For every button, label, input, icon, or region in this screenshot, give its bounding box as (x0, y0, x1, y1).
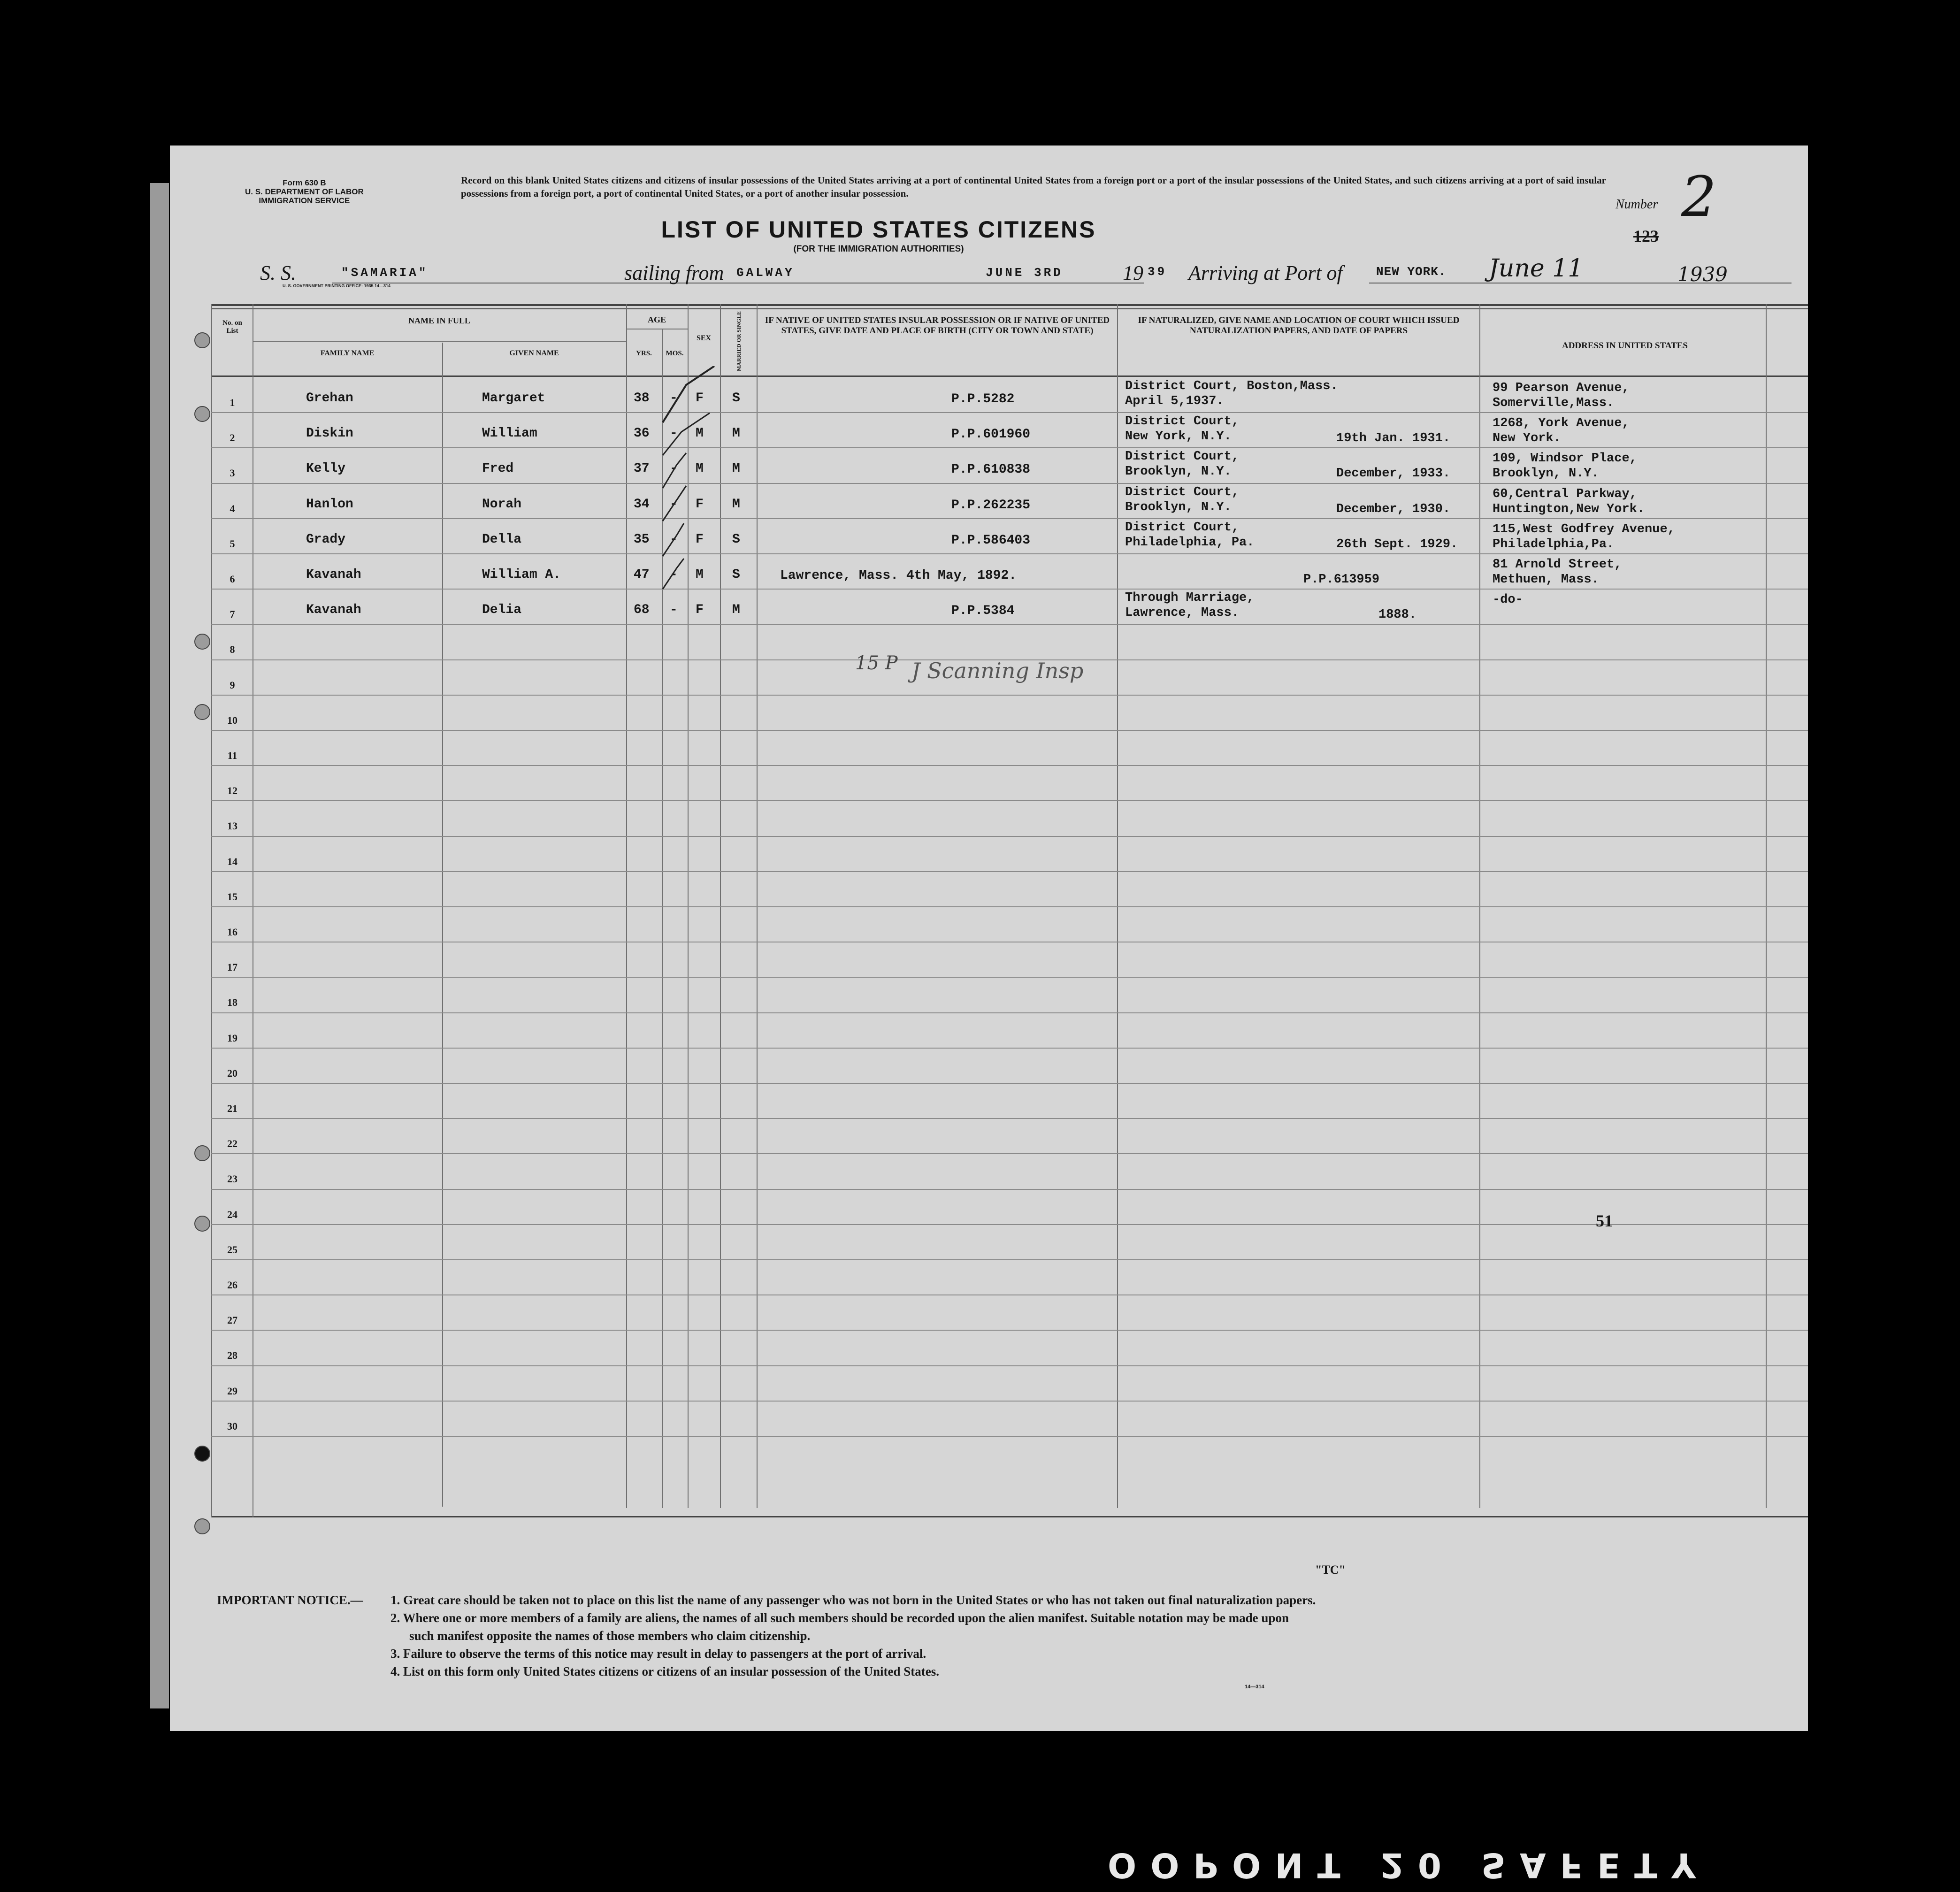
row-number: 24 (227, 1209, 237, 1220)
sailing-label: sailing from (624, 261, 724, 284)
header-address: ADDRESS IN UNITED STATES (1562, 341, 1688, 351)
row-line (211, 589, 1808, 590)
naturalization-location-cell: April 5,1937. (1125, 394, 1224, 408)
sex-cell: F (696, 497, 704, 512)
notice-item-1: 1. Great care should be taken not to place on this list the name of any passenger who was not born in the United States or who has not taken out final naturalization papers. (390, 1593, 1316, 1607)
row-number: 1 (230, 397, 235, 408)
notice-item-2-cont: such manifest opposite the names of those members who claim citizenship. (409, 1629, 811, 1643)
age-years-cell: 37 (634, 461, 650, 476)
age-years-cell: 35 (634, 532, 650, 547)
family-name-cell: Diskin (306, 426, 353, 441)
marital-status-cell: M (732, 497, 740, 512)
family-name-cell: Hanlon (306, 497, 353, 512)
row-line (211, 1012, 1808, 1013)
address-line1-cell: 1268, York Avenue, (1493, 416, 1630, 430)
manifest-sheet (170, 146, 1808, 1731)
punch-hole (194, 704, 210, 720)
native-birth-cell: P.P.5384 (951, 604, 1015, 618)
row-line (211, 518, 1808, 519)
punch-hole (194, 332, 210, 348)
notice-heading: IMPORTANT NOTICE.— (217, 1593, 363, 1607)
notice-item-3: 3. Failure to observe the terms of this notice may result in delay to passengers at the port of arrival. (390, 1647, 926, 1661)
row-line (211, 1118, 1808, 1119)
native-birth-cell: P.P.5282 (951, 392, 1015, 406)
family-name-cell: Kelly (306, 461, 346, 476)
given-name-cell: Margaret (482, 391, 545, 406)
tc-mark: "TC" (1315, 1563, 1346, 1577)
age-months-cell: - (670, 461, 678, 476)
address-line1-cell: 81 Arnold Street, (1493, 558, 1622, 572)
row-number: 17 (227, 961, 237, 973)
marital-status-cell: S (732, 391, 740, 406)
sex-cell: M (696, 567, 704, 582)
row-line (211, 906, 1808, 907)
inspector-signature: J Scanning Insp (911, 658, 1084, 683)
row-line (211, 871, 1808, 872)
row-line (211, 1189, 1808, 1190)
row-number: 3 (230, 467, 235, 479)
naturalization-court-cell: District Court, (1125, 485, 1240, 499)
header-name-in-full: NAME IN FULL (408, 316, 470, 325)
row-number: 25 (227, 1244, 237, 1256)
row-line (211, 1224, 1808, 1225)
row-line (211, 1153, 1808, 1154)
address-line1-cell: 115,West Godfrey Avenue, (1493, 522, 1675, 536)
address-line2-cell: Philadelphia,Pa. (1493, 537, 1615, 552)
age-months-cell: - (670, 532, 678, 547)
address-line1-cell: 99 Pearson Avenue, (1493, 381, 1630, 395)
marital-status-cell: M (732, 603, 740, 617)
age-months-cell: - (670, 603, 678, 617)
marital-status-cell: M (732, 426, 740, 441)
row-number: 18 (227, 996, 237, 1008)
ss-label: S. S. (260, 261, 296, 284)
footer-code: 14—314 (1245, 1684, 1264, 1690)
row-line (211, 836, 1808, 837)
header-mos: MOS. (666, 350, 684, 357)
row-number: 9 (230, 679, 235, 691)
row-line (211, 1083, 1808, 1084)
row-number: 19 (227, 1032, 237, 1044)
number-stamped: 123 (1633, 227, 1659, 245)
given-name-cell: William (482, 426, 537, 441)
service-name: IMMIGRATION SERVICE (259, 196, 350, 205)
row-line (211, 412, 1808, 413)
address-line1-cell: -do- (1493, 593, 1523, 607)
header-married-single: MARRIED OR SINGLE (735, 311, 742, 372)
naturalization-location-cell: Philadelphia, Pa. (1125, 536, 1255, 550)
native-birth-cell: Lawrence, Mass. 4th May, 1892. (780, 568, 1017, 583)
punch-hole (194, 406, 210, 422)
row-number: 2 (230, 432, 235, 444)
header-sex: SEX (696, 334, 712, 342)
family-name-cell: Grehan (306, 391, 353, 406)
tally-count: 51 (1596, 1211, 1613, 1230)
native-birth-cell: P.P.610838 (951, 462, 1031, 477)
row-number: 20 (227, 1067, 237, 1079)
row-number: 28 (227, 1349, 237, 1361)
sex-cell: M (696, 461, 704, 476)
header-family-name: FAMILY NAME (320, 349, 375, 357)
ship-name: "SAMARIA" (341, 266, 429, 280)
age-years-cell: 47 (634, 567, 650, 582)
naturalization-date-cell: December, 1930. (1336, 502, 1451, 516)
number-value: 2 (1681, 164, 1717, 229)
given-name-cell: Delia (482, 603, 522, 617)
naturalization-location-cell: Brooklyn, N.Y. (1125, 465, 1232, 479)
row-number: 8 (230, 643, 235, 655)
age-months-cell: - (670, 391, 678, 406)
row-number: 12 (227, 785, 237, 797)
marital-status-cell: S (732, 567, 740, 582)
native-birth-cell: P.P.586403 (951, 533, 1031, 548)
form-instructions: Record on this blank United States citizens and citizens of insular possessions of the United States arriving at a port of continental United States from a foreign port or a port of the insular possessions of the United States, and such citizens arriving at a port of said insular possessions from a foreign port, a port of continental United States, or a port of another insular possession. (461, 175, 1606, 199)
address-line2-cell: Brooklyn, N.Y. (1493, 467, 1599, 481)
row-line (211, 765, 1808, 766)
row-line (211, 1365, 1808, 1366)
row-number: 23 (227, 1173, 237, 1185)
sailing-year: 39 (1148, 265, 1167, 279)
sex-cell: M (696, 426, 704, 441)
given-name-cell: William A. (482, 567, 561, 582)
notice-item-2: 2. Where one or more members of a family are aliens, the names of all such members should be recorded upon the alien manifest. Suitable notation may be made upon (390, 1611, 1289, 1625)
row-line (211, 730, 1808, 731)
row-number: 11 (227, 750, 237, 761)
punch-hole (194, 1216, 210, 1232)
row-number: 27 (227, 1314, 237, 1326)
naturalization-date-cell: 19th Jan. 1931. (1336, 431, 1451, 445)
naturalization-location-cell: New York, N.Y. (1125, 429, 1232, 444)
year-prefix: 19 (1123, 261, 1143, 284)
address-line2-cell: Huntington,New York. (1493, 502, 1645, 516)
sex-cell: F (696, 532, 704, 547)
arrival-year: 1939 (1677, 263, 1728, 286)
address-line1-cell: 109, Windsor Place, (1493, 452, 1637, 466)
printer-note: U. S. GOVERNMENT PRINTING OFFICE: 1935 14—314 (283, 283, 391, 288)
address-line1-cell: 60,Central Parkway, (1493, 487, 1637, 501)
age-months-cell: - (670, 567, 678, 582)
punch-hole (194, 1518, 210, 1534)
row-line (211, 1436, 1808, 1437)
row-line (211, 695, 1808, 696)
naturalization-court-cell: District Court, (1125, 450, 1240, 464)
checkmarks (658, 366, 719, 789)
row-number: 14 (227, 856, 237, 867)
arrival-port: NEW YORK. (1376, 265, 1447, 279)
sex-cell: F (696, 603, 704, 617)
row-number: 30 (227, 1420, 237, 1432)
punch-hole (194, 1145, 210, 1161)
age-years-cell: 38 (634, 391, 650, 406)
given-name-cell: Fred (482, 461, 514, 476)
form-subtitle: (FOR THE IMMIGRATION AUTHORITIES) (793, 244, 964, 254)
page-stack-edge (150, 183, 169, 1708)
row-number: 13 (227, 820, 237, 832)
row-number: 6 (230, 573, 235, 585)
film-edge-print: OOPONT 20 SAFETY (1108, 1846, 1710, 1885)
punch-hole (194, 1446, 210, 1462)
form-title: LIST OF UNITED STATES CITIZENS (661, 216, 1096, 243)
row-line (211, 483, 1808, 484)
header-yrs: YRS. (636, 350, 652, 357)
naturalization-date-cell: 26th Sept. 1929. (1336, 537, 1458, 552)
row-number: 4 (230, 503, 235, 514)
row-line (211, 1048, 1808, 1049)
important-notice (217, 1591, 1728, 1680)
department-name: U. S. DEPARTMENT OF LABOR (245, 187, 364, 196)
address-line2-cell: Somerville,Mass. (1493, 396, 1615, 410)
family-name-cell: Kavanah (306, 567, 361, 582)
sailing-date: JUNE 3RD (986, 266, 1063, 280)
row-number: 5 (230, 538, 235, 550)
form-id-block (245, 178, 364, 205)
naturalization-court-cell: District Court, Boston,Mass. (1125, 379, 1338, 393)
address-line2-cell: Methuen, Mass. (1493, 573, 1599, 587)
age-years-cell: 34 (634, 497, 650, 512)
row-line (211, 1259, 1808, 1260)
family-name-cell: Grady (306, 532, 346, 547)
row-line (211, 977, 1808, 978)
port-from: GALWAY (736, 266, 795, 280)
form-number: Form 630 B (283, 178, 326, 187)
row-line (211, 447, 1808, 448)
given-name-cell: Della (482, 532, 522, 547)
header-native: IF NATIVE OF UNITED STATES INSULAR POSSESSION OR IF NATIVE OF UNITED STATES, GIVE DATE AND PLACE OF BIRTH (CITY OR TOWN AND STATE) (765, 315, 1110, 336)
age-months-cell: - (670, 426, 678, 441)
naturalization-court-cell: District Court, (1125, 521, 1240, 535)
naturalization-date-cell: December, 1933. (1336, 467, 1451, 481)
naturalization-location-cell: Brooklyn, N.Y. (1125, 500, 1232, 514)
naturalization-date-cell: 1888. (1378, 608, 1417, 622)
age-months-cell: - (670, 497, 678, 512)
given-name-cell: Norah (482, 497, 522, 512)
row-line (211, 553, 1808, 554)
inspector-mark: 15 P (855, 652, 898, 674)
row-number: 22 (227, 1138, 237, 1149)
naturalization-date-cell: P.P.613959 (1303, 573, 1380, 587)
header-no-on-list: No. on List (222, 319, 242, 335)
punch-hole (194, 634, 210, 650)
arrival-date: June 11 (1489, 254, 1584, 283)
arriving-label: Arriving at Port of (1188, 261, 1343, 284)
notice-item-4: 4. List on this form only United States citizens or citizens of an insular possession of the United States. (390, 1664, 940, 1678)
marital-status-cell: S (732, 532, 740, 547)
row-number: 15 (227, 891, 237, 903)
marital-status-cell: M (732, 461, 740, 476)
row-line (211, 800, 1808, 801)
family-name-cell: Kavanah (306, 603, 361, 617)
naturalization-location-cell: Lawrence, Mass. (1125, 606, 1240, 620)
row-number: 26 (227, 1279, 237, 1291)
naturalization-court-cell: Through Marriage, (1125, 591, 1255, 605)
native-birth-cell: P.P.601960 (951, 427, 1031, 442)
header-given-name: GIVEN NAME (509, 349, 559, 357)
row-line (211, 624, 1808, 625)
row-line (211, 1330, 1808, 1331)
header-naturalized: IF NATURALIZED, GIVE NAME AND LOCATION OF COURT WHICH ISSUED NATURALIZATION PAPERS, AND DATE OF PAPERS (1138, 315, 1460, 336)
native-birth-cell: P.P.262235 (951, 498, 1031, 513)
row-line (211, 1401, 1808, 1402)
row-number: 10 (227, 714, 237, 726)
row-number: 7 (230, 608, 235, 620)
number-label: Number (1615, 197, 1658, 212)
address-line2-cell: New York. (1493, 431, 1561, 445)
row-number: 16 (227, 926, 237, 938)
header-age: AGE (647, 315, 666, 324)
naturalization-court-cell: District Court, (1125, 414, 1240, 429)
age-years-cell: 68 (634, 603, 650, 617)
age-years-cell: 36 (634, 426, 650, 441)
row-number: 29 (227, 1385, 237, 1397)
row-number: 21 (227, 1103, 237, 1114)
sex-cell: F (696, 391, 704, 406)
